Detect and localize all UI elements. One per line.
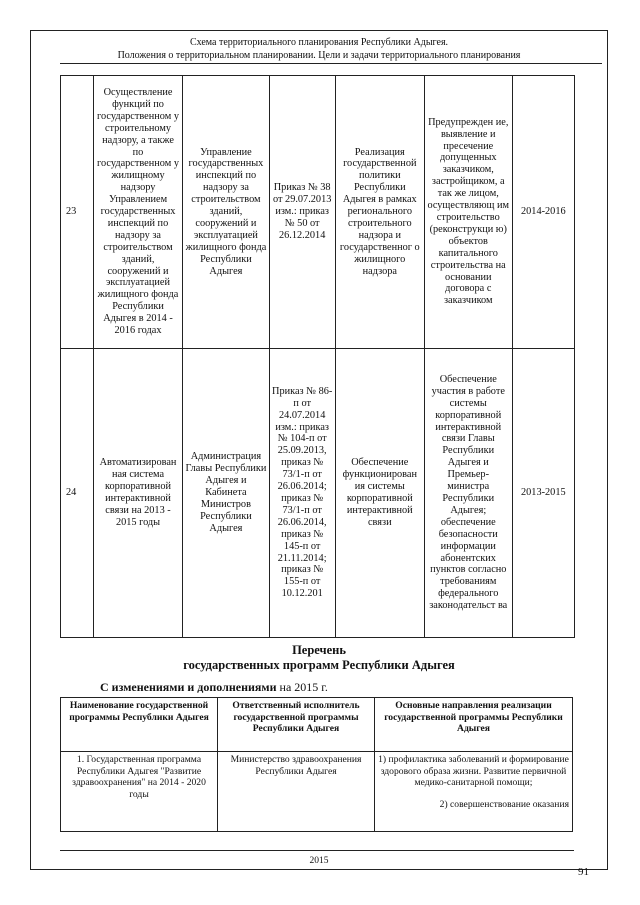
direction-item: 2) совершенствование оказания [439,798,569,810]
header-line-2: Положения о территориальном планировании. Цели и задачи территориального планирования [117,50,521,61]
revision-note [100,680,328,695]
table-row [61,349,575,638]
table-header-row [61,698,573,752]
order-reference: Приказ № 86-п от 24.07.2014 изм.: приказ № 104-п от 25.09.2013, приказ № 73/1-п от 26.06.2014; приказ № 73/1-п от 26.06.2014, приказ № 145-п от 21.11.2014; приказ № 155-п от 10.12.201 [269,349,335,638]
program-directions [375,752,573,832]
table-row [61,76,575,349]
footer-divider [60,850,574,851]
measure-goal: Обеспечение функционирован ия системы корпоративной интерактивной связи [335,349,424,638]
measure-name: Осуществление функций по государственном у строительному надзору, а также по государственном у жилищному надзору Управлением государственных инспекций по надзору за строительством зданий, сооружений и эксплуатацией жилищного фонда Республики Адыгея в 2014 - 2016 годах [93,76,182,349]
measure-tasks: Предупрежден ие, выявление и пресечение допущенных заказчиком, застройщиком, а так же лицом, осуществляющ им строительство (реконструкци ю) объектов капитального строительства на основании договора с заказчиком [424,76,512,349]
direction-item: 1) профилактика заболеваний и формирование здорового образа жизни. Развитие первичной медико-санитарной помощи; [378,754,569,789]
measure-period: 2014-2016 [512,76,574,349]
column-header-name: Наименование государственной программы Республики Адыгея [61,698,218,752]
footer-year: 2015 [309,856,329,866]
list-subtitle: государственных программ Республики Адыгея [183,658,455,672]
page-number: 91 [578,866,589,878]
row-number: 24 [61,349,94,638]
header-line-1: Схема территориального планирования Республики Адыгея. [189,37,449,48]
header-divider [60,63,602,64]
program-name: 1. Государственная программа Республики Адыгея "Развитие здравоохранения" на 2014 - 2020 годы [61,752,218,832]
column-header-responsible: Ответственный исполнитель государственной программы Республики Адыгея [218,698,375,752]
row-number: 23 [61,76,94,349]
responsible-body: Управление государственных инспекций по надзору за строительством зданий, сооружений и эксплуатацией жилищного фонда Республики Адыгея [183,76,269,349]
measure-period: 2013-2015 [512,349,574,638]
programs-table [60,697,573,832]
column-header-directions: Основные направления реализации государственной программы Республики Адыгея [375,698,573,752]
responsible-body: Администрация Главы Республики Адыгея и Кабинета Министров Республики Адыгея [183,349,269,638]
measure-goal: Реализация государственной политики Республики Адыгея в рамках регионального строительного надзора и государственног о жилищного надзора [335,76,424,349]
order-reference: Приказ № 38 от 29.07.2013 изм.: приказ № 50 от 26.12.2014 [269,76,335,349]
page-header [30,36,608,62]
revision-note-year: на 2015 г. [276,680,328,694]
measures-table [60,75,575,638]
program-responsible: Министерство здравоохранения Республики Адыгея [218,752,375,832]
table-row [61,752,573,832]
measure-name: Автоматизирован ная система корпоративной интерактивной связи на 2013 - 2015 годы [93,349,182,638]
revision-note-bold: С изменениями и дополнениями [100,680,277,694]
measure-tasks: Обеспечение участия в работе системы корпоративной интерактивной связи Главы Республики Адыгея и Премьер-министра Республики Адыгея; обеспечение безопасности информации абонентских пунктов согласно требованиям федерального законодательст ва [424,349,512,638]
list-title: Перечень [292,643,346,657]
